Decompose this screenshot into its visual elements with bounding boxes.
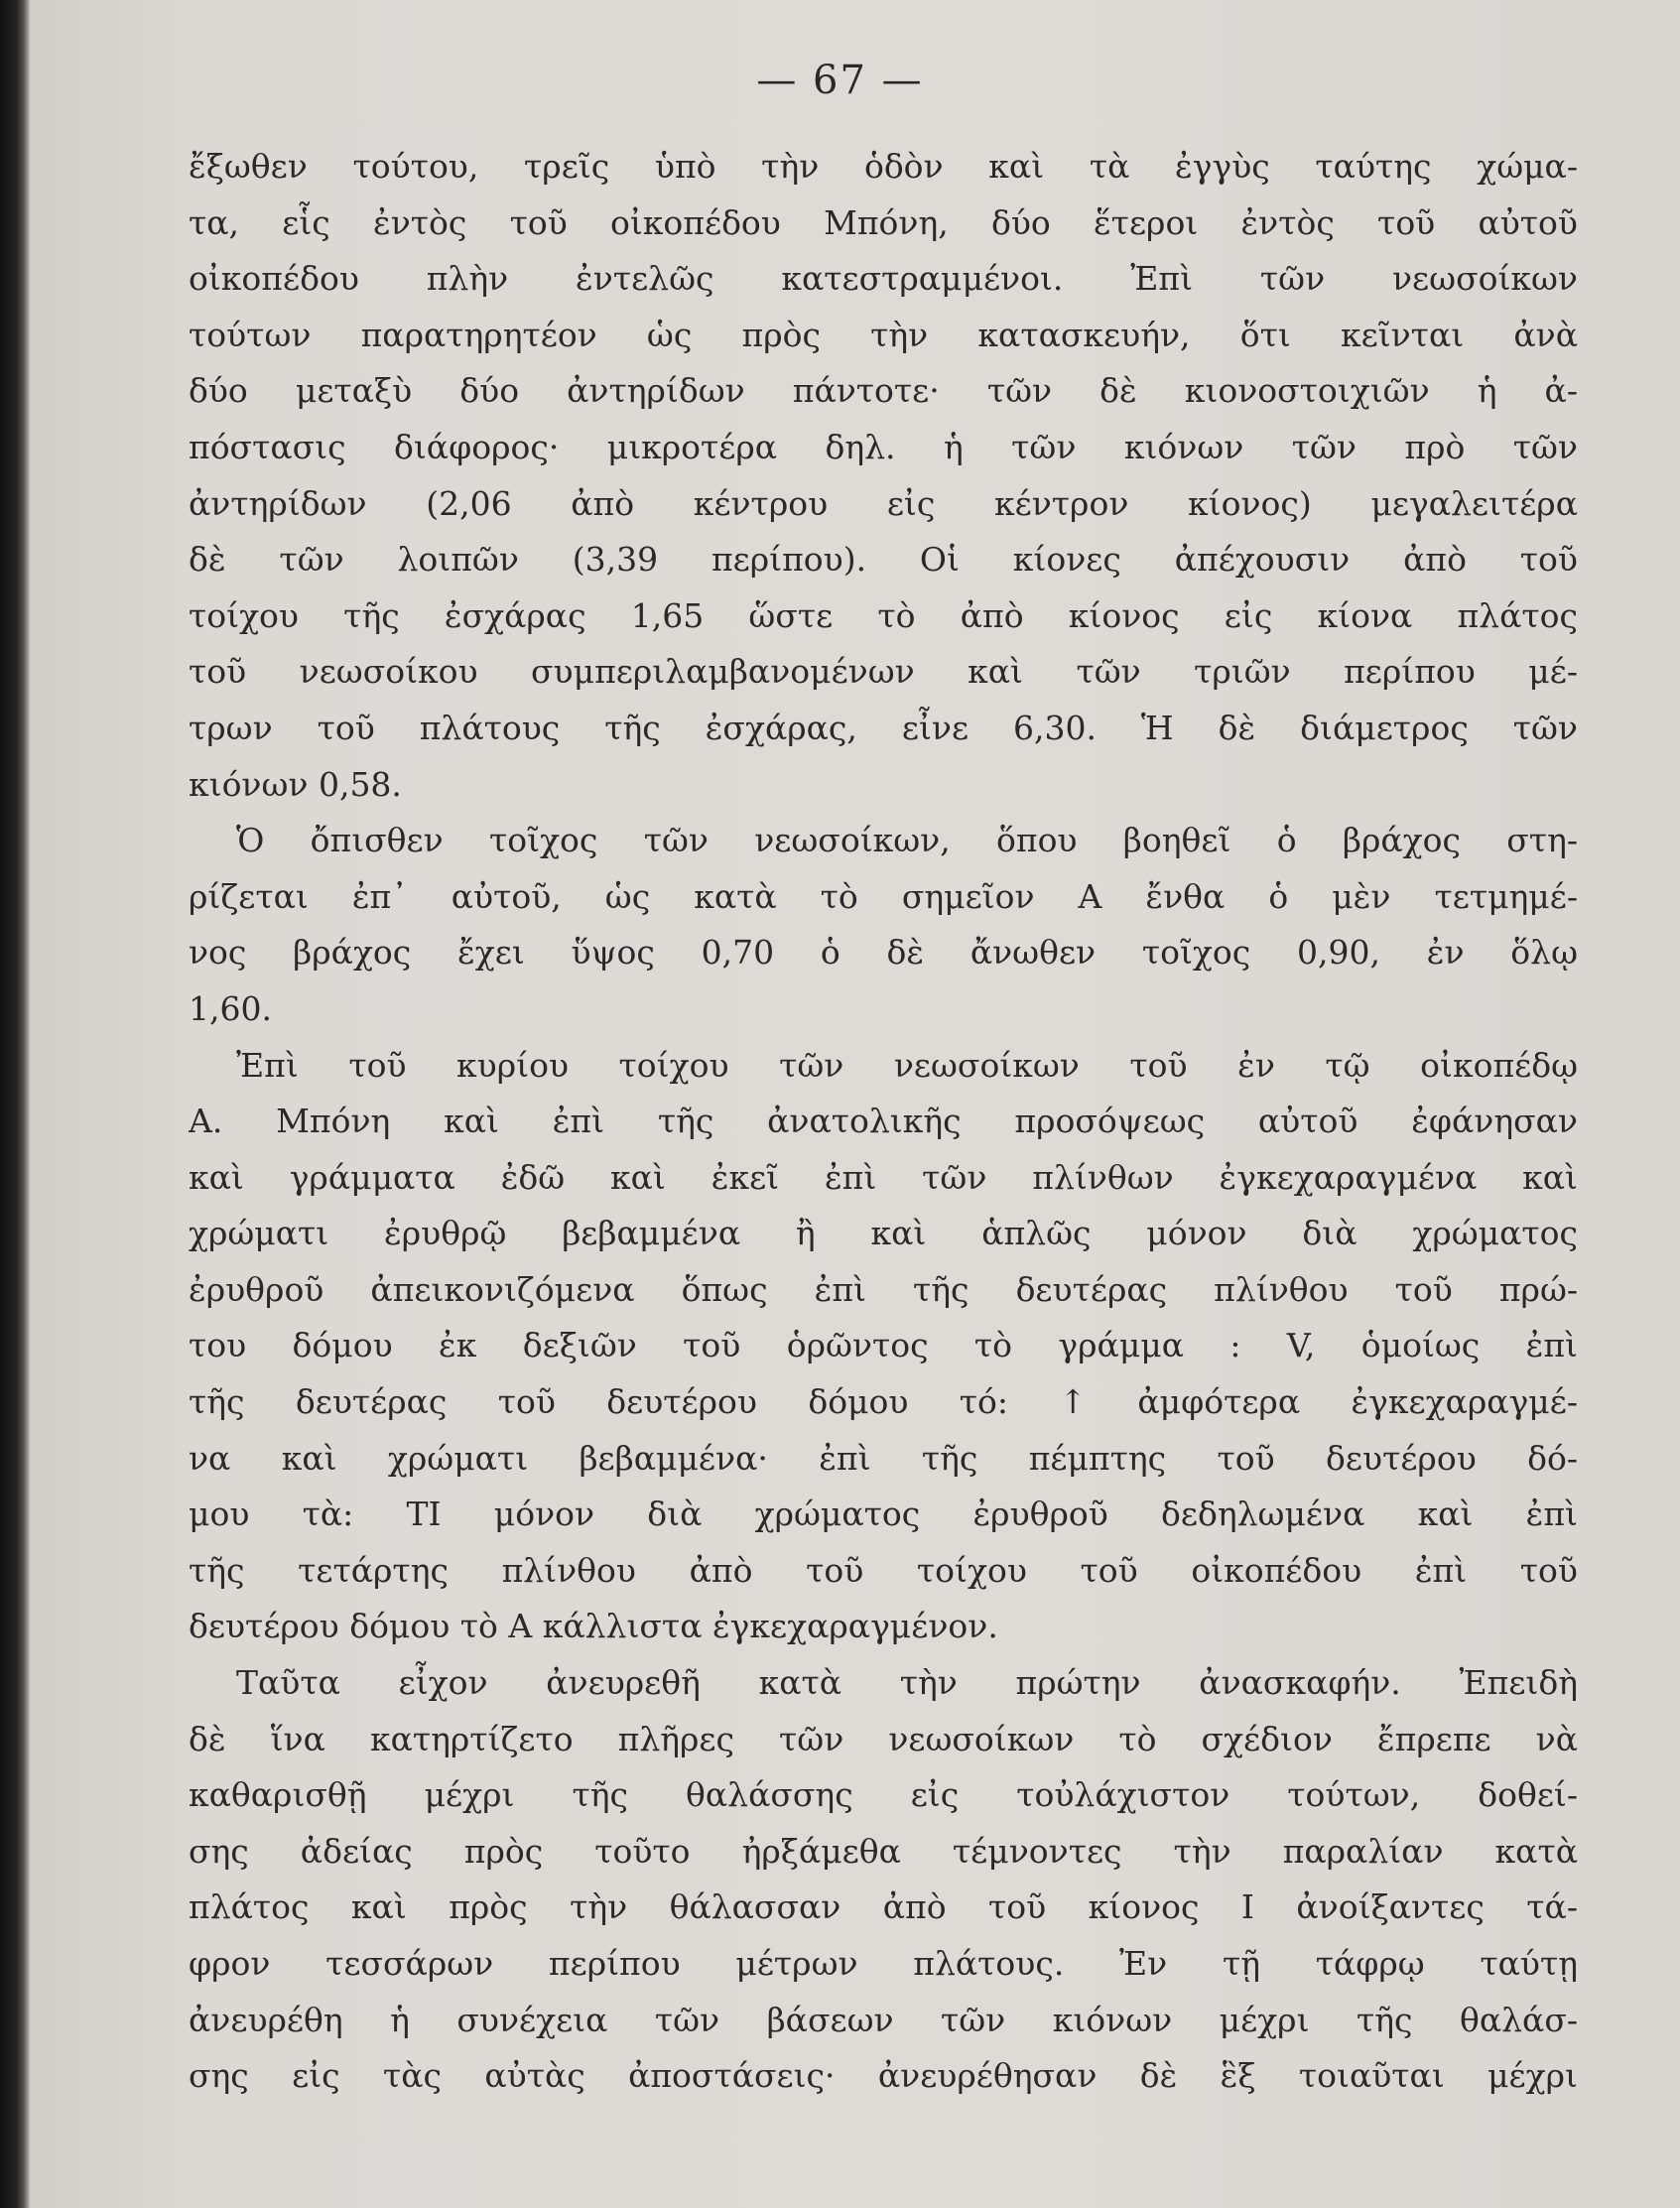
text-line: Ταῦτα εἶχον ἀνευρεθῆ κατὰ τὴν πρώτην ἀνασκαφήν. Ἐπειδὴ [236,1663,1578,1703]
text-line: 1,60. [189,988,272,1028]
text-line: τῆς δευτέρας τοῦ δευτέρου δόμου τό: ↑ ἀμφότερα ἐγκεχαραγμέ- [189,1382,1578,1422]
text-line: Ἐπὶ τοῦ κυρίου τοίχου τῶν νεωσοίκων τοῦ ἐν τῷ οἰκοπέδῳ [236,1045,1578,1085]
text-line: χρώματι ἐρυθρῷ βεβαμμένα ἢ καὶ ἁπλῶς μόνον διὰ χρώματος [189,1214,1578,1253]
text-line: τούτων παρατηρητέον ὡς πρὸς τὴν κατασκευήν, ὅτι κεῖνται ἀνὰ [189,315,1578,354]
text-line: δευτέρου δόμου τὸ Α κάλλιστα ἐγκεχαραγμένον. [189,1607,998,1646]
text-line: τα, εἷς ἐντὸς τοῦ οἰκοπέδου Μπόνη, δύο ἕτεροι ἐντὸς τοῦ αὐτοῦ [189,202,1578,242]
text-line: σης εἰς τὰς αὐτὰς ἀποστάσεις· ἀνευρέθησαν δὲ ἓξ τοιαῦται μέχρι [189,2056,1578,2096]
book-spine-shadow [0,0,30,2208]
text-line: δὲ τῶν λοιπῶν (3,39 περίπου). Οἱ κίονες ἀπέχουσιν ἀπὸ τοῦ [189,540,1578,580]
text-line: τῆς τετάρτης πλίνθου ἀπὸ τοῦ τοίχου τοῦ οἰκοπέδου ἐπὶ τοῦ [189,1550,1578,1590]
text-line: να καὶ χρώματι βεβαμμένα· ἐπὶ τῆς πέμπτης τοῦ δευτέρου δό- [189,1438,1578,1478]
text-line: νος βράχος ἔχει ὕψος 0,70 ὁ δὲ ἄνωθεν τοῖχος 0,90, ἐν ὅλῳ [189,933,1578,973]
text-line: οἰκοπέδου πλὴν ἐντελῶς κατεστραμμένοι. Ἐπὶ τῶν νεωσοίκων [189,259,1578,299]
text-line: του δόμου ἐκ δεξιῶν τοῦ ὁρῶντος τὸ γράμμα : V, ὁμοίως ἐπὶ [189,1326,1578,1365]
text-line: δὲ ἵνα κατηρτίζετο πλῆρες τῶν νεωσοίκων τὸ σχέδιον ἔπρεπε νὰ [189,1719,1578,1758]
text-line: Ὁ ὄπισθεν τοῖχος τῶν νεωσοίκων, ὅπου βοηθεῖ ὁ βράχος στη- [236,821,1578,860]
page-number: — 67 — [756,58,924,103]
text-line: Α. Μπόνη καὶ ἐπὶ τῆς ἀνατολικῆς προσόψεως αὐτοῦ ἐφάνησαν [189,1102,1578,1141]
text-line: μου τὰ: TI μόνον διὰ χρώματος ἐρυθροῦ δεδηλωμένα καὶ ἐπὶ [189,1494,1578,1534]
text-line: ἀνευρέθη ἡ συνέχεια τῶν βάσεων τῶν κιόνων μέχρι τῆς θαλάσ- [189,2000,1578,2039]
text-line: τρων τοῦ πλάτους τῆς ἐσχάρας, εἶνε 6,30. Ἡ δὲ διάμετρος τῶν [189,708,1578,747]
body-text [189,139,1578,2105]
text-line: δύο μεταξὺ δύο ἀντηρίδων πάντοτε· τῶν δὲ κιονοστοιχιῶν ἡ ἀ- [189,371,1578,411]
text-line: τοῦ νεωσοίκου συμπεριλαμβανομένων καὶ τῶν τριῶν περίπου μέ- [189,652,1578,692]
text-line: ἐρυθροῦ ἀπεικονιζόμενα ὅπως ἐπὶ τῆς δευτέρας πλίνθου τοῦ πρώ- [189,1269,1578,1309]
text-line: κιόνων 0,58. [189,764,402,804]
text-line: τοίχου τῆς ἐσχάρας 1,65 ὥστε τὸ ἀπὸ κίονος εἰς κίονα πλάτος [189,595,1578,635]
text-line: ἔξωθεν τούτου, τρεῖς ὑπὸ τὴν ὁδὸν καὶ τὰ ἐγγὺς ταύτης χώμα- [189,147,1578,186]
text-line: πλάτος καὶ πρὸς τὴν θάλασσαν ἀπὸ τοῦ κίονος Ι ἀνοίξαντες τά- [189,1887,1578,1927]
text-line: καὶ γράμματα ἐδῶ καὶ ἐκεῖ ἐπὶ τῶν πλίνθων ἐγκεχαραγμένα καὶ [189,1157,1578,1197]
text-line: ἀντηρίδων (2,06 ἀπὸ κέντρου εἰς κέντρον κίονος) μεγαλειτέρα [189,483,1578,523]
text-line: πόστασις διάφορος· μικροτέρα δηλ. ἡ τῶν κιόνων τῶν πρὸ τῶν [189,427,1578,466]
text-line: φρον τεσσάρων περίπου μέτρων πλάτους. Ἐν τῇ τάφρῳ ταύτῃ [189,1944,1578,1983]
text-line: καθαρισθῇ μέχρι τῆς θαλάσσης εἰς τοὐλάχιστον τούτων, δοθεί- [189,1775,1578,1815]
text-line: σης ἀδείας πρὸς τοῦτο ἠρξάμεθα τέμνοντες τὴν παραλίαν κατὰ [189,1831,1578,1871]
text-line: ρίζεται ἐπ᾽ αὐτοῦ, ὡς κατὰ τὸ σημεῖον Α ἔνθα ὁ μὲν τετμημέ- [189,876,1578,916]
